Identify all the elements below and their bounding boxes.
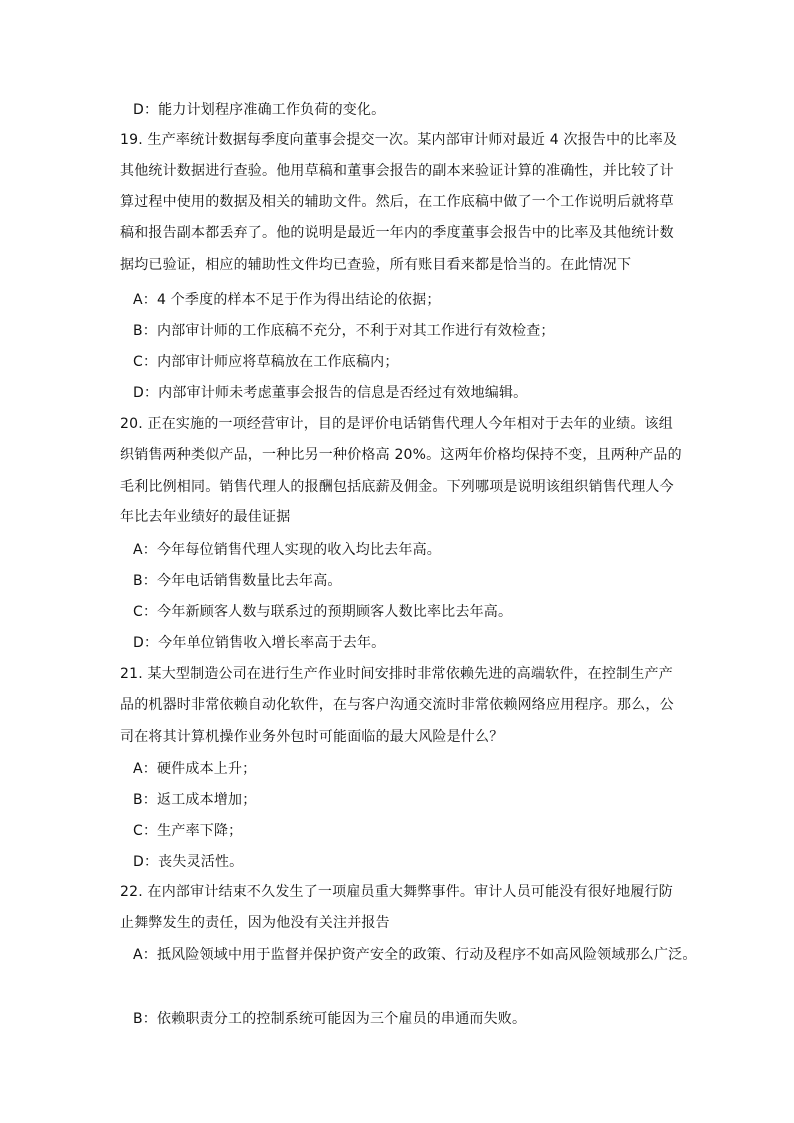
option-19-b: B：内部审计师的工作底稿不充分，不利于对其工作进行有效检查； [133, 323, 555, 339]
question-21-line-1: 21. 某大型制造公司在进行生产作业时间安排时非常依赖先进的高端软件，在控制生产产 [120, 666, 673, 682]
question-22-line-1: 22. 在内部审计结束不久发生了一项雇员重大舞弊事件。审计人员可能没有很好地履行防 [120, 884, 673, 900]
question-19-line-3: 算过程中使用的数据及相关的辅助文件。然后，在工作底稿中做了一个工作说明后就将草 [120, 194, 674, 210]
option-20-d: D：今年单位销售收入增长率高于去年。 [133, 635, 386, 651]
question-19-line-1: 19. 生产率统计数据每季度向董事会提交一次。某内部审计师对最近 4 次报告中的比率及 [120, 132, 678, 148]
option-22-b: B：依赖职责分工的控制系统可能因为三个雇员的串通而失败。 [133, 1011, 527, 1027]
option-18-d: D：能力计划程序准确工作负荷的变化。 [133, 102, 386, 118]
option-19-d: D：内部审计师未考虑董事会报告的信息是否经过有效地编辑。 [133, 385, 528, 401]
question-21-line-2: 品的机器时非常依赖自动化软件，在与客户沟通交流时非常依赖网络应用程序。那么，公 [120, 697, 674, 713]
question-20-line-4: 年比去年业绩好的最佳证据 [120, 509, 291, 525]
option-20-c: C：今年新顾客人数与联系过的预期顾客人数比率比去年高。 [133, 604, 513, 620]
option-21-b: B：返工成本增加； [133, 792, 257, 808]
question-19-line-4: 稿和报告副本都丢弃了。他的说明是最近一年内的季度董事会报告中的比率及其他统计数 [120, 225, 674, 241]
option-19-c: C：内部审计师应将草稿放在工作底稿内； [133, 354, 399, 370]
question-20-line-2: 织销售两种类似产品，一种比另一种价格高 20%。这两年价格均保持不变，且两种产品的 [120, 447, 682, 463]
question-19-line-2: 其他统计数据进行查验。他用草稿和董事会报告的副本来验证计算的准确性，并比较了计 [120, 163, 674, 179]
question-21-line-3: 司在将其计算机操作业务外包时可能面临的最大风险是什么？ [120, 729, 504, 745]
option-20-a: A：今年每位销售代理人实现的收入均比去年高。 [133, 542, 441, 558]
option-21-d: D：丧失灵活性。 [133, 854, 244, 870]
question-20-line-3: 毛利比例相同。销售代理人的报酬包括底薪及佣金。下列哪项是说明该组织销售代理人今 [120, 479, 674, 495]
question-22-line-2: 止舞弊发生的责任，因为他没有关注并报告 [120, 915, 390, 931]
option-19-a: A：4 个季度的样本不足于作为得出结论的依据； [133, 292, 441, 308]
option-21-a: A：硬件成本上升； [133, 761, 257, 777]
option-22-a: A：抵风险领域中用于监督并保护资产安全的政策、行动及程序不如高风险领域那么广泛。 [133, 947, 697, 963]
option-21-c: C：生产率下降； [133, 823, 243, 839]
question-19-line-5: 据均已验证，相应的辅助性文件均已查验，所有账目看来都是恰当的。在此情况下 [120, 257, 632, 273]
option-20-b: B：今年电话销售数量比去年高。 [133, 573, 342, 589]
question-20-line-1: 20. 正在实施的一项经营审计，目的是评价电话销售代理人今年相对于去年的业绩。该组 [120, 416, 673, 432]
